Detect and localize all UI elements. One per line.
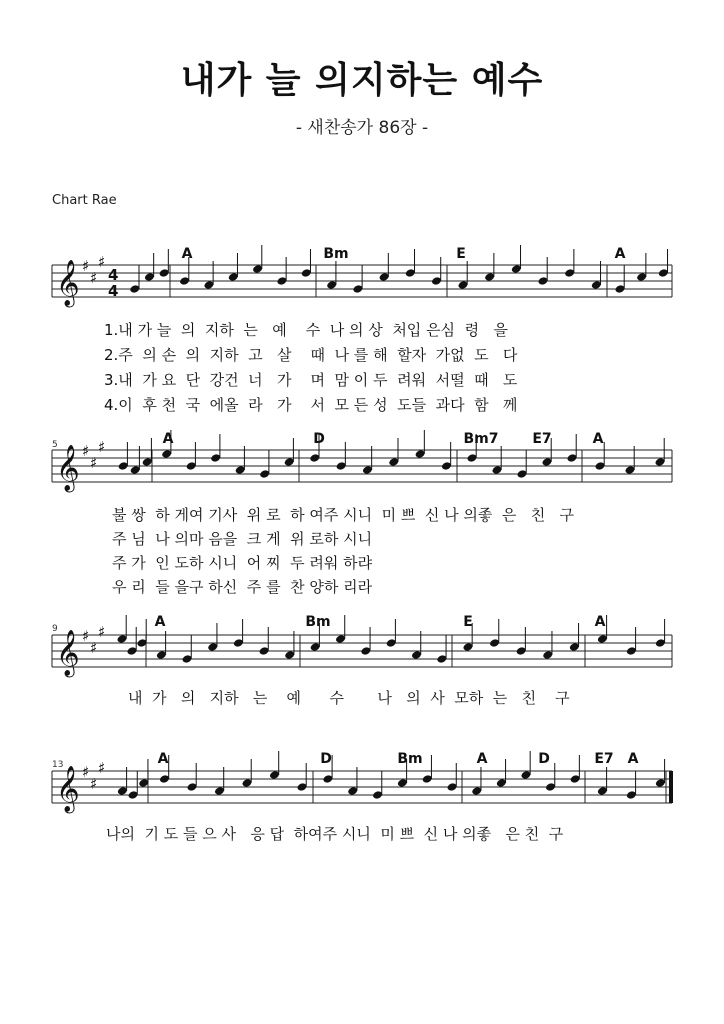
note-head bbox=[489, 619, 500, 648]
note-head bbox=[276, 257, 287, 286]
lyric-verse-2: 2.주 의 손 의 지하 고 살 때 나 를 해 할자 가없 도 다 bbox=[104, 346, 518, 364]
note-head bbox=[137, 619, 148, 648]
chord-symbol: A bbox=[627, 751, 639, 767]
lyric-verse-4: 4.이 후 천 국 에올 라 가 서 모 든 성 도들 과다 함 께 bbox=[104, 396, 518, 414]
note-head bbox=[511, 245, 522, 274]
arranger-credit: Chart Rae bbox=[52, 193, 117, 208]
note-head bbox=[127, 627, 138, 656]
note-head bbox=[441, 442, 452, 471]
note-head bbox=[186, 442, 197, 471]
note-head bbox=[297, 763, 308, 792]
note-head bbox=[336, 442, 347, 471]
treble-clef-icon: 𝄞 bbox=[56, 445, 80, 491]
note-head bbox=[545, 763, 556, 792]
note-head bbox=[615, 265, 626, 294]
note-head bbox=[284, 438, 295, 467]
note-head bbox=[259, 450, 270, 479]
chord-symbol: D bbox=[320, 751, 332, 767]
note-head bbox=[187, 763, 198, 792]
note-head bbox=[405, 249, 416, 278]
note-head bbox=[658, 249, 669, 278]
note-head bbox=[569, 623, 580, 652]
chord-symbol: Bm bbox=[397, 751, 423, 767]
note-head bbox=[447, 763, 458, 792]
lyric-verse-1: 나의 기 도 들 으 사 응 답 하여주 시니 미 쁘 신 나 의좋 은 친 구 bbox=[106, 825, 564, 843]
chord-symbol: A bbox=[157, 751, 169, 767]
note-head bbox=[210, 434, 221, 463]
time-signature: 4 bbox=[108, 266, 119, 284]
chord-symbol: A bbox=[476, 751, 488, 767]
sheet-subtitle: - 새찬송가 86장 - bbox=[295, 118, 429, 138]
chord-symbol: A bbox=[594, 614, 606, 630]
lyric-verse-3: 주 가 인 도하 시니 어 찌 두 려워 하랴 bbox=[112, 554, 373, 572]
chord-symbol: Bm bbox=[305, 614, 331, 630]
chord-symbol: D bbox=[313, 431, 325, 447]
lyric-verse-4: 우 리 들 을구 하신 주 를 찬 양하 리라 bbox=[112, 578, 373, 596]
note-head bbox=[655, 438, 666, 467]
sheet-title: 내가 늘 의지하는 예수 bbox=[180, 60, 544, 101]
note-head bbox=[259, 627, 270, 656]
note-head bbox=[567, 434, 578, 463]
chord-symbol: Bm7 bbox=[463, 431, 499, 447]
note-head bbox=[335, 615, 346, 644]
note-head bbox=[207, 623, 218, 652]
note-head bbox=[517, 450, 528, 479]
note-head bbox=[415, 430, 426, 459]
note-head bbox=[431, 257, 442, 286]
note-head bbox=[436, 635, 447, 664]
sharp-icon: ♯ bbox=[82, 763, 90, 781]
sharp-icon: ♯ bbox=[90, 639, 98, 657]
staff-system bbox=[52, 438, 672, 493]
note-head bbox=[655, 759, 666, 788]
note-head bbox=[118, 442, 129, 471]
treble-clef-icon: 𝄞 bbox=[56, 766, 80, 812]
note-head bbox=[520, 751, 531, 780]
note-head bbox=[242, 759, 253, 788]
treble-clef-icon: 𝄞 bbox=[56, 630, 80, 676]
note-head bbox=[564, 249, 575, 278]
note-head bbox=[129, 265, 140, 294]
time-signature: 4 bbox=[108, 282, 119, 300]
note-head bbox=[626, 771, 637, 800]
sharp-icon: ♯ bbox=[82, 257, 90, 275]
chord-symbol: E bbox=[456, 246, 466, 262]
sharp-icon: ♯ bbox=[98, 438, 106, 456]
note-head bbox=[252, 245, 263, 274]
chord-symbol: A bbox=[592, 431, 604, 447]
measure-number: 13 bbox=[52, 760, 64, 770]
sharp-icon: ♯ bbox=[82, 627, 90, 645]
lyric-verse-1: 1.내 가 늘 의 지하 는 예 수 나 의 상 처입 은심 령 을 bbox=[104, 321, 508, 339]
note-head bbox=[484, 253, 495, 282]
measure-number: 9 bbox=[52, 624, 58, 634]
chord-symbol: E7 bbox=[594, 751, 614, 767]
sharp-icon: ♯ bbox=[98, 759, 106, 777]
note-head bbox=[142, 438, 153, 467]
measure-number: 5 bbox=[52, 440, 58, 450]
note-head bbox=[516, 627, 527, 656]
sharp-icon: ♯ bbox=[98, 253, 106, 271]
chord-symbol: E7 bbox=[532, 431, 552, 447]
note-head bbox=[301, 249, 312, 278]
chord-symbol: A bbox=[614, 246, 626, 262]
chord-symbol: A bbox=[162, 431, 174, 447]
note-head bbox=[538, 257, 549, 286]
chord-symbol: A bbox=[154, 614, 166, 630]
note-head bbox=[138, 759, 149, 788]
note-head bbox=[636, 253, 647, 282]
note-head bbox=[352, 265, 363, 294]
chord-symbol: Bm bbox=[323, 246, 349, 262]
note-head bbox=[422, 755, 433, 784]
note-head bbox=[117, 615, 128, 644]
sharp-icon: ♯ bbox=[90, 269, 98, 287]
sharp-icon: ♯ bbox=[90, 454, 98, 472]
note-head bbox=[496, 759, 507, 788]
chord-symbol: D bbox=[538, 751, 550, 767]
note-head bbox=[182, 635, 193, 664]
sharp-icon: ♯ bbox=[98, 623, 106, 641]
note-head bbox=[386, 619, 397, 648]
lyric-verse-1: 불 쌍 하 게여 기사 위 로 하 여주 시니 미 쁘 신 나 의좋 은 친 구 bbox=[112, 506, 575, 524]
note-head bbox=[144, 253, 155, 282]
sharp-icon: ♯ bbox=[82, 442, 90, 460]
lyric-verse-2: 주 님 나 의마 음을 크 게 위 로하 시니 bbox=[112, 530, 373, 548]
lyric-verse-3: 3.내 가 요 단 강건 너 가 며 맘 이 두 려워 서떨 때 도 bbox=[104, 371, 518, 389]
note-head bbox=[159, 249, 170, 278]
note-head bbox=[388, 438, 399, 467]
note-head bbox=[269, 751, 280, 780]
note-head bbox=[372, 771, 383, 800]
note-head bbox=[379, 253, 390, 282]
chord-symbol: A bbox=[181, 246, 193, 262]
chord-symbol: E bbox=[463, 614, 473, 630]
note-head bbox=[655, 619, 666, 648]
note-head bbox=[228, 253, 239, 282]
note-head bbox=[128, 771, 139, 800]
lyric-verse-1: 내 가 의 지하 는 예 수 나 의 사 모하 는 친 구 bbox=[128, 689, 570, 707]
note-head bbox=[360, 627, 371, 656]
note-head bbox=[570, 755, 581, 784]
note-head bbox=[233, 619, 244, 648]
sharp-icon: ♯ bbox=[90, 775, 98, 793]
note-head bbox=[626, 627, 637, 656]
treble-clef-icon: 𝄞 bbox=[56, 260, 80, 306]
